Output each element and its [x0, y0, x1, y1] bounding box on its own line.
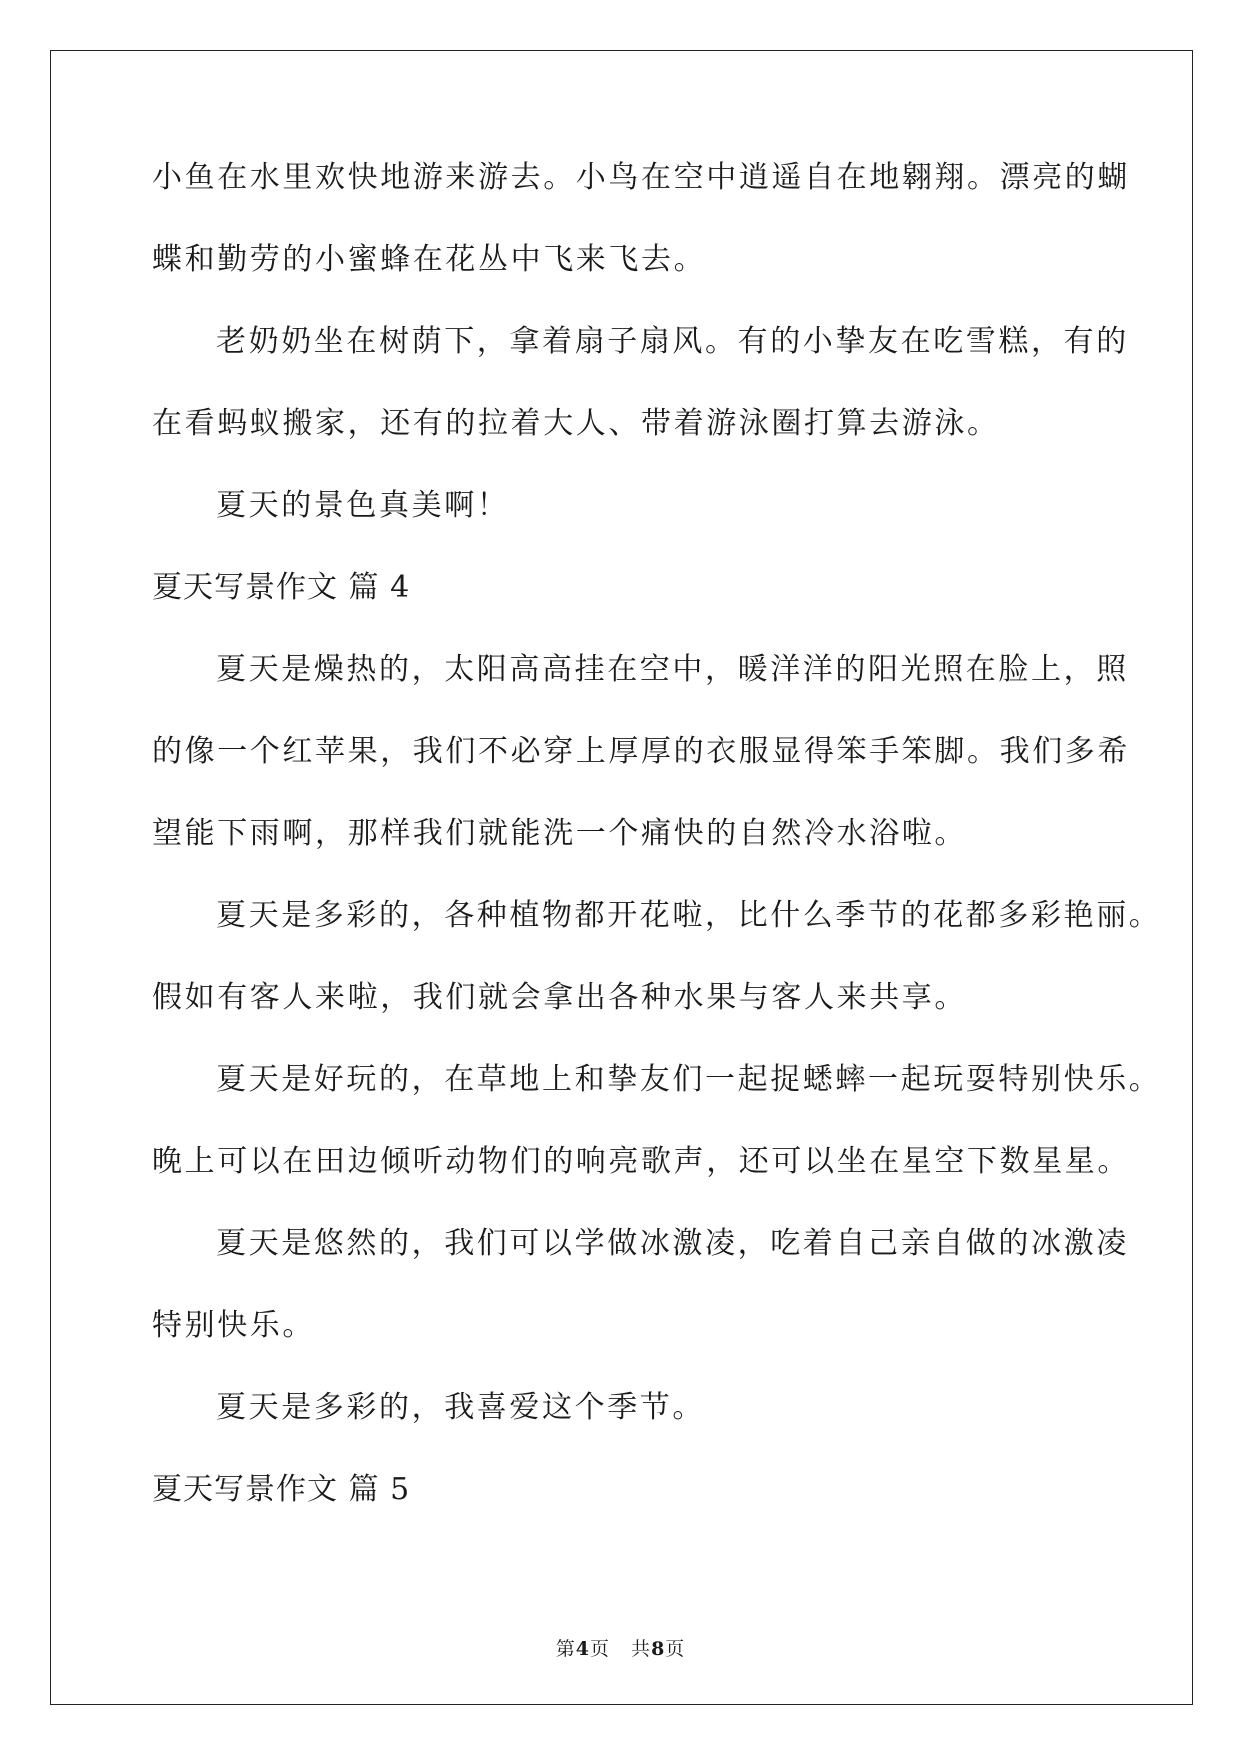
paragraph-line: 夏天是多彩的，各种植物都开花啦，比什么季节的花都多彩艳丽。	[216, 898, 1162, 933]
footer-prefix: 第	[555, 1638, 576, 1660]
current-page-number: 4	[575, 1638, 590, 1660]
paragraph-line: 夏天的景色真美啊！	[216, 488, 510, 523]
paragraph-line: 假如有客人来啦，我们就会拿出各种水果与客人来共享。	[152, 980, 967, 1015]
paragraph-line: 晚上可以在田边倾听动物们的响亮歌声，还可以坐在星空下数星星。	[152, 1144, 1130, 1179]
paragraph-line: 小鱼在水里欢快地游来游去。小鸟在空中逍遥自在地翱翔。漂亮的蝴	[152, 160, 1130, 195]
footer-middle: 页 共	[589, 1638, 652, 1660]
section-heading-5: 夏天写景作文 篇 5	[152, 1472, 411, 1507]
paragraph-line: 蝶和勤劳的小蜜蜂在花丛中飞来飞去。	[152, 242, 707, 277]
document-body	[152, 160, 1162, 1557]
paragraph-line: 老奶奶坐在树荫下，拿着扇子扇风。有的小挚友在吃雪糕，有的	[216, 324, 1129, 359]
total-page-number: 8	[651, 1638, 666, 1660]
paragraph-line: 夏天是多彩的，我喜爱这个季节。	[216, 1390, 705, 1425]
section-heading-4: 夏天写景作文 篇 4	[152, 570, 411, 605]
paragraph-line: 夏天是好玩的，在草地上和挚友们一起捉蟋蟀一起玩耍特别快乐。	[216, 1062, 1162, 1097]
paragraph-line: 夏天是燥热的，太阳高高挂在空中，暖洋洋的阳光照在脸上，照	[216, 652, 1129, 687]
footer-suffix: 页	[665, 1638, 686, 1660]
paragraph-line: 在看蚂蚁搬家，还有的拉着大人、带着游泳圈打算去游泳。	[152, 406, 1000, 441]
paragraph-line: 望能下雨啊，那样我们就能洗一个痛快的自然冷水浴啦。	[152, 816, 967, 851]
paragraph-line: 的像一个红苹果，我们不必穿上厚厚的衣服显得笨手笨脚。我们多希	[152, 734, 1130, 769]
page-footer	[0, 1634, 1241, 1661]
paragraph-line: 夏天是悠然的，我们可以学做冰激凌，吃着自己亲自做的冰激凌	[216, 1226, 1129, 1261]
paragraph-line: 特别快乐。	[152, 1308, 315, 1343]
